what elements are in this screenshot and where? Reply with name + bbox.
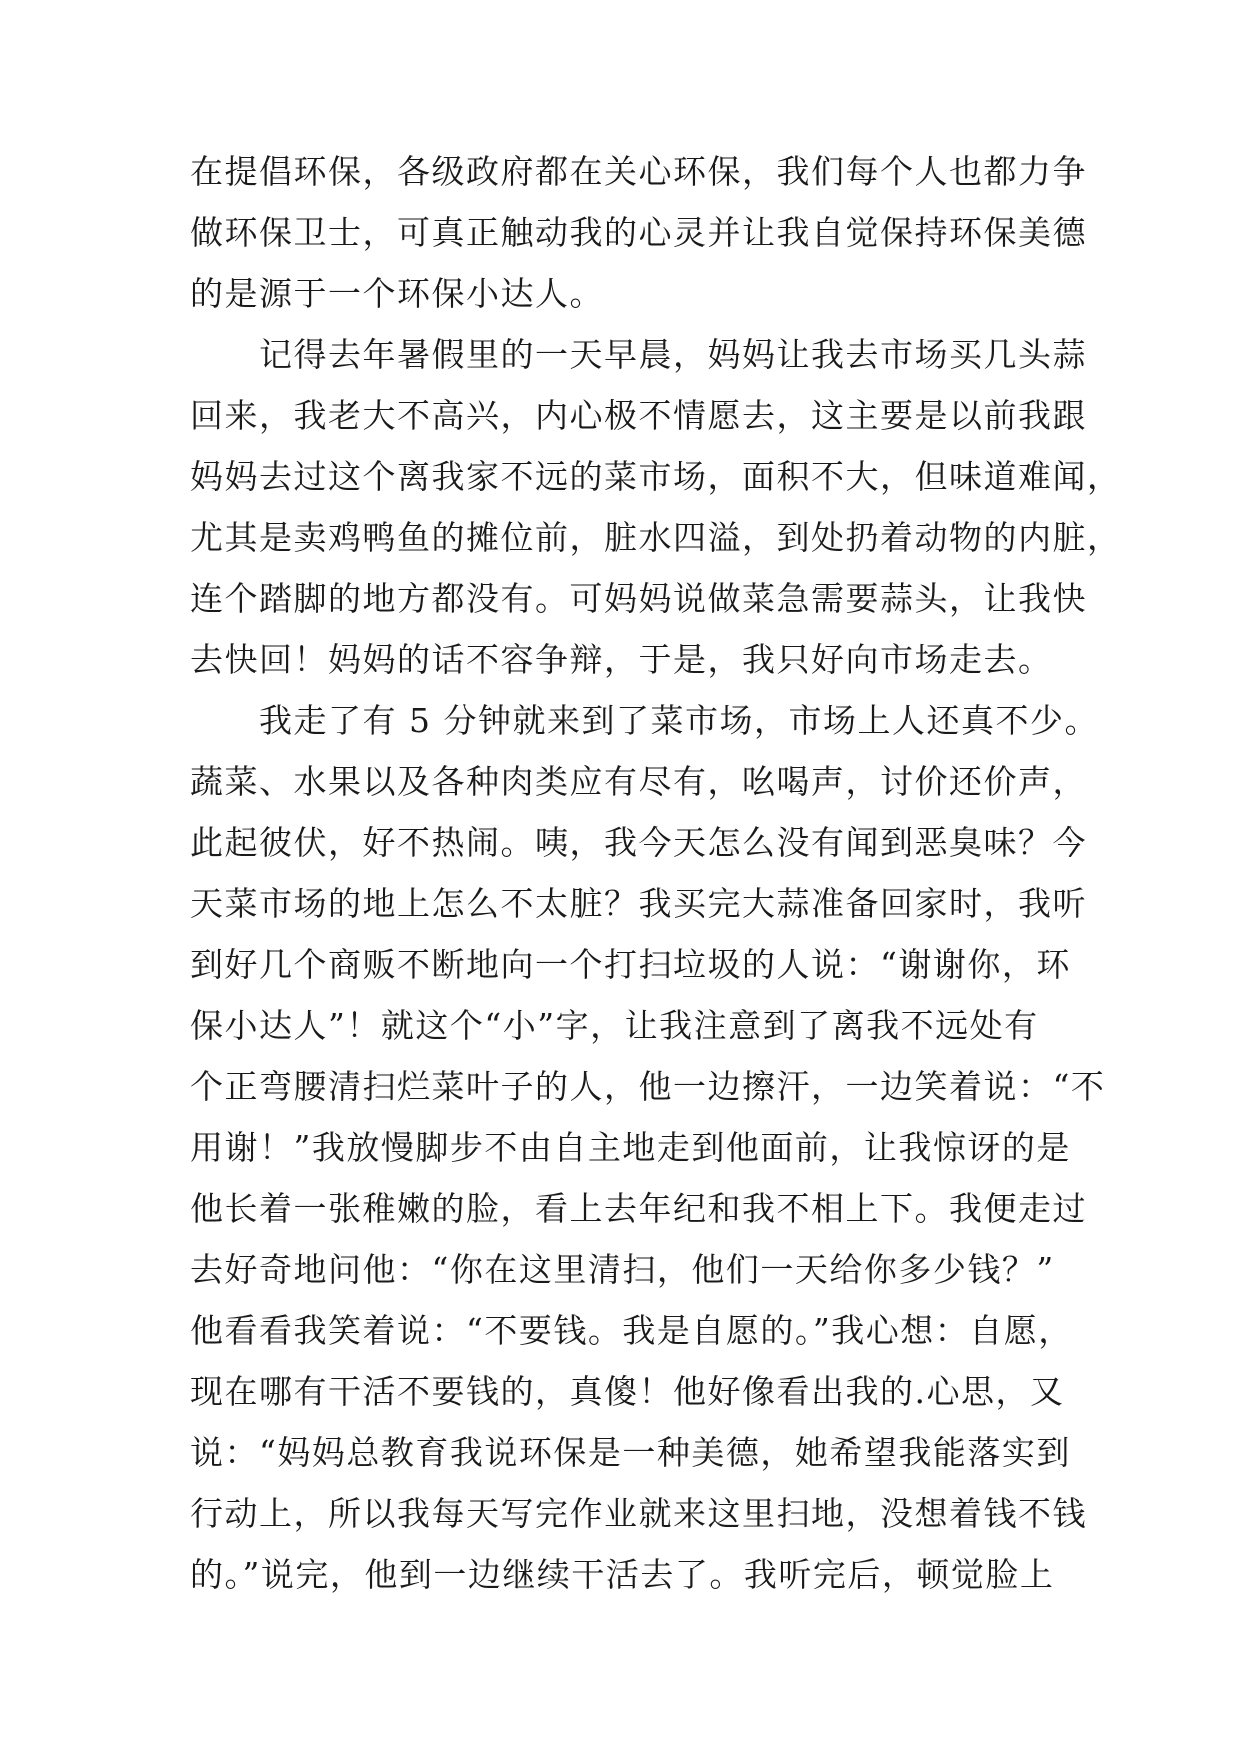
text-line: 天菜市场的地上怎么不太脏？我买完大蒜准备回家时，我听 [190, 884, 1087, 923]
text-line: 说：“妈妈总教育我说环保是一种美德，她希望我能落实到 [190, 1433, 1071, 1472]
text-line: 蔬菜、水果以及各种肉类应有尽有，吆喝声，讨价还价声， [190, 762, 1087, 801]
text-line: 做环保卫士，可真正触动我的心灵并让我自觉保持环保美德 [190, 213, 1087, 252]
text-line: 他看看我笑着说：“不要钱。我是自愿的。”我心想：自愿， [190, 1311, 1073, 1350]
text-line: 保小达人”！就这个“小”字，让我注意到了离我不远处有 [190, 1006, 1039, 1045]
text-line: 妈妈去过这个离我家不远的菜市场，面积不大，但味道难闻， [190, 457, 1122, 496]
text-line: 此起彼伏，好不热闹。咦，我今天怎么没有闻到恶臭味？今 [190, 823, 1087, 862]
text-line: 到好几个商贩不断地向一个打扫垃圾的人说：“谢谢你，环 [190, 945, 1071, 984]
text-line: 的。”说完，他到一边继续干活去了。我听完后，顿觉脸上 [190, 1555, 1055, 1594]
body-text [190, 141, 1122, 1605]
text-line: 用谢！”我放慢脚步不由自主地走到他面前，让我惊讶的是 [190, 1128, 1071, 1167]
text-line: 个正弯腰清扫烂菜叶子的人，他一边擦汗，一边笑着说：“不 [190, 1067, 1106, 1106]
text-line: 去好奇地问他：“你在这里清扫，他们一天给你多少钱？” [190, 1250, 1055, 1289]
text-line: 行动上，所以我每天写完作业就来这里扫地，没想着钱不钱 [190, 1494, 1087, 1533]
text-line: 的是源于一个环保小达人。 [190, 274, 604, 313]
text-line: 连个踏脚的地方都没有。可妈妈说做菜急需要蒜头，让我快 [190, 579, 1087, 618]
text-line: 去快回！妈妈的话不容争辩，于是，我只好向市场走去。 [190, 640, 1053, 679]
text-line: 尤其是卖鸡鸭鱼的摊位前，脏水四溢，到处扔着动物的内脏， [190, 518, 1122, 557]
text-line: 在提倡环保，各级政府都在关心环保，我们每个人也都力争 [190, 152, 1087, 191]
text-line: 现在哪有干活不要钱的，真傻！他好像看出我的.心思，又 [190, 1372, 1065, 1411]
text-line: 他长着一张稚嫩的脸，看上去年纪和我不相上下。我便走过 [190, 1189, 1087, 1228]
text-line: 回来，我老大不高兴，内心极不情愿去，这主要是以前我跟 [190, 396, 1087, 435]
text-line: 我走了有 5 分钟就来到了菜市场，市场上人还真不少。 [190, 701, 1099, 740]
text-line: 记得去年暑假里的一天早晨，妈妈让我去市场买几头蒜 [190, 335, 1087, 374]
